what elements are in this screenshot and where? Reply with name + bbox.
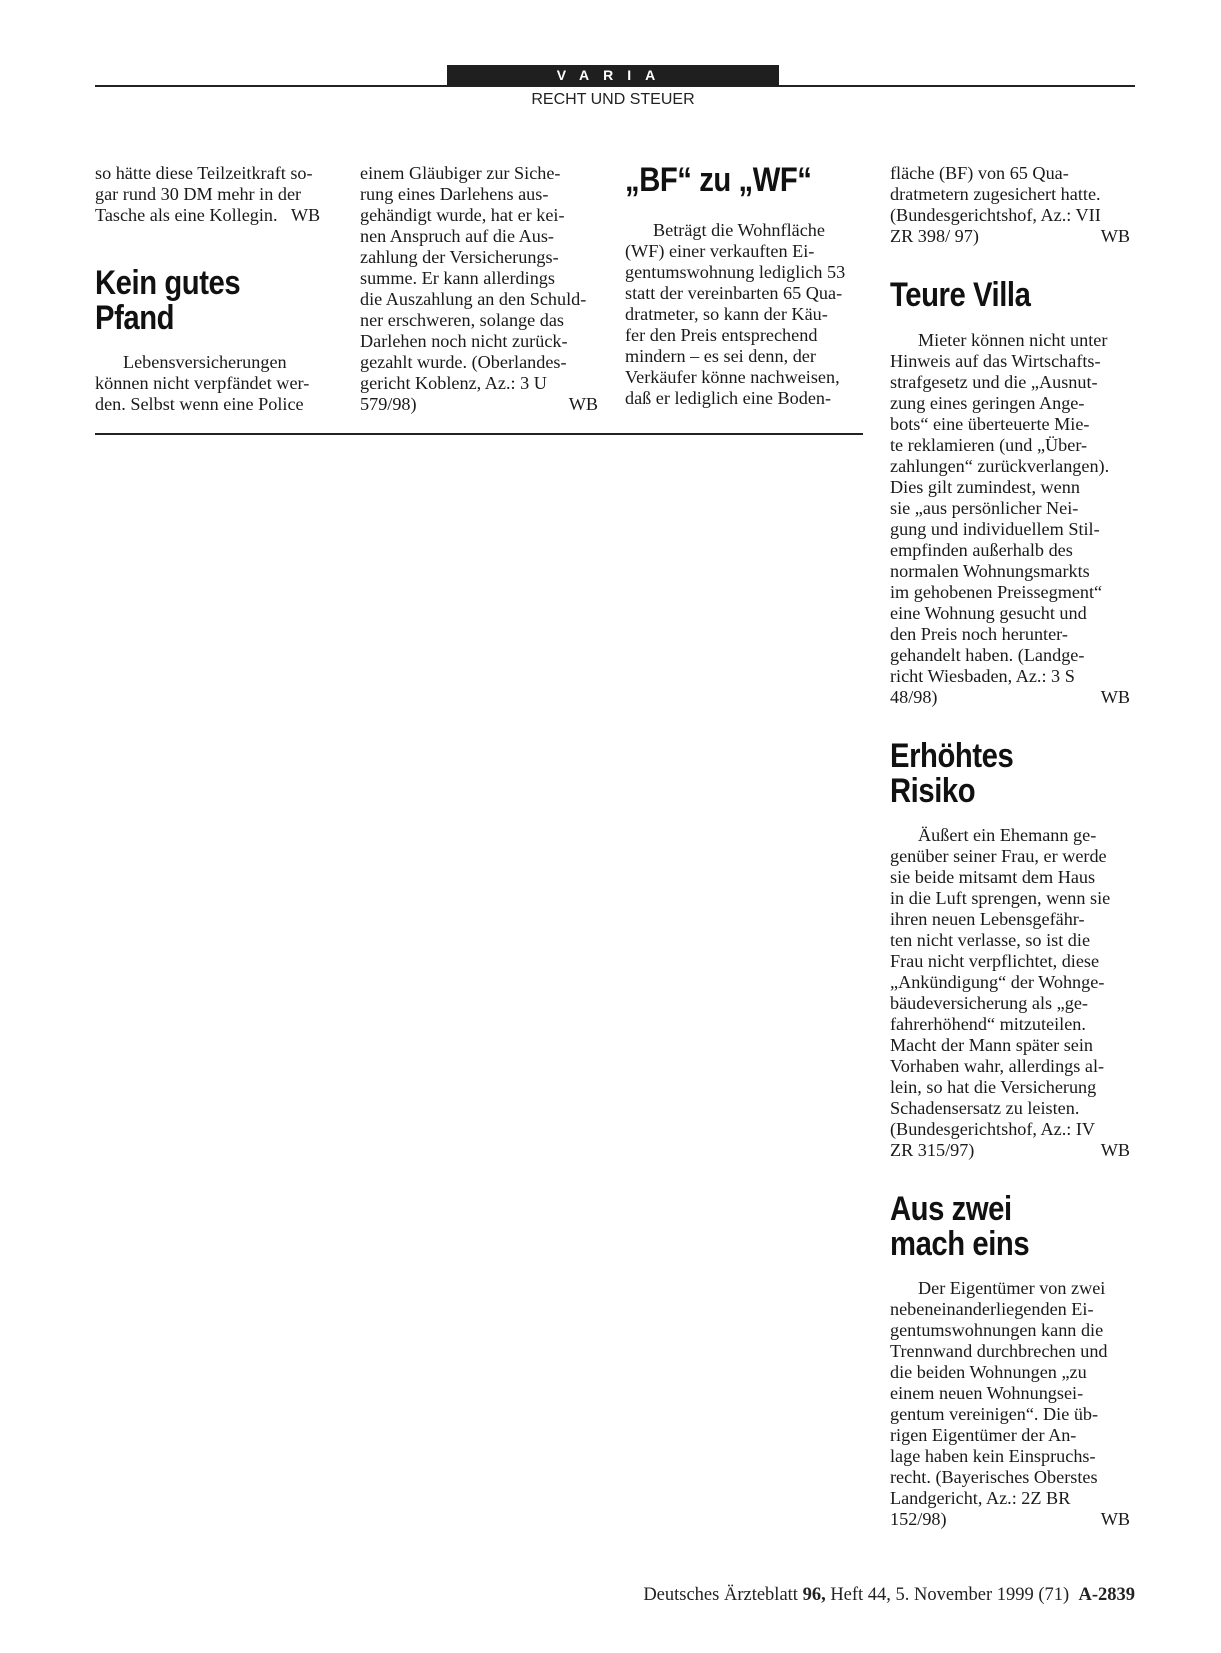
text-line: „Ankündigung“ der Wohnge- — [890, 972, 1105, 992]
text-line: zung eines geringen Ange- — [890, 393, 1085, 413]
text-line: genüber seiner Frau, er werde — [890, 846, 1107, 866]
text-line: Verkäufer könne nachweisen, — [625, 367, 840, 387]
text-line: lein, so hat die Versicherung — [890, 1077, 1097, 1097]
text-line: sie beide mitsamt dem Haus — [890, 867, 1096, 887]
headline-line: Kein gutes — [95, 264, 241, 302]
journal-name: Deutsches Ärzteblatt — [643, 1585, 798, 1605]
text-line: den. Selbst wenn eine Police — [95, 394, 304, 414]
text-line: statt der vereinbarten 65 Qua- — [625, 283, 843, 303]
text-line: normalen Wohnungsmarkts — [890, 561, 1090, 581]
text-line: Hinweis auf das Wirtschafts- — [890, 351, 1101, 371]
text-line: Macht der Mann später sein — [890, 1035, 1094, 1055]
text-line: te reklamieren (und „Über- — [890, 435, 1088, 455]
text-line: können nicht verpfändet wer- — [95, 373, 310, 393]
closing-line — [360, 394, 598, 415]
text-line: rigen Eigentümer der An- — [890, 1425, 1077, 1445]
text-line: den Preis noch herunter- — [890, 624, 1068, 644]
case-reference: 48/98) — [890, 687, 938, 707]
headline-kein-gutes-pfand — [95, 266, 333, 336]
text-line: Der Eigentümer von zwei — [918, 1278, 1106, 1298]
case-reference: 579/98) — [360, 394, 417, 414]
text-line: (WF) einer verkauften Ei- — [625, 241, 815, 261]
text-line: richt Wiesbaden, Az.: 3 S — [890, 666, 1075, 686]
headline-aus-zwei-mach-eins — [890, 1192, 1130, 1262]
column-4 — [890, 163, 1130, 1530]
text-line: in die Luft sprengen, wenn sie — [890, 888, 1111, 908]
text-line: fer den Preis entsprechend — [625, 325, 818, 345]
text-line: Schadensersatz zu leisten. — [890, 1098, 1080, 1118]
volume-number: 96, — [802, 1585, 826, 1605]
text-line: die beiden Wohnungen „zu — [890, 1362, 1087, 1382]
text-line: fahrerhöhend“ mitzuteilen. — [890, 1014, 1086, 1034]
text-line: Mieter können nicht unter — [918, 330, 1108, 350]
text-line: empfinden außerhalb des — [890, 540, 1073, 560]
text-line: summe. Er kann allerdings — [360, 268, 555, 288]
text-line: gezahlt wurde. (Oberlandes- — [360, 352, 567, 372]
headline-erhoehtes-risiko — [890, 739, 1130, 809]
text-line: Frau nicht verpflichtet, diese — [890, 951, 1100, 971]
text-line: Lebensversicherungen — [123, 352, 287, 372]
closing-line — [890, 687, 1130, 708]
text-line: gar rund 30 DM mehr in der — [95, 184, 302, 204]
headline-teure-villa: Teure Villa — [890, 276, 1031, 314]
text-line: gericht Koblenz, Az.: 3 U — [360, 373, 547, 393]
headline-line: mach eins — [890, 1225, 1030, 1263]
column-2 — [360, 163, 598, 415]
author-signature: WB — [568, 394, 598, 414]
text-line: gentum vereinigen“. Die üb- — [890, 1404, 1099, 1424]
text-line: (Bundesgerichtshof, Az.: VII — [890, 205, 1101, 225]
text-line: gehändigt wurde, hat er kei- — [360, 205, 565, 225]
headline-line: Aus zwei — [890, 1190, 1012, 1228]
author-signature: WB — [1100, 687, 1130, 707]
article-body — [625, 220, 863, 409]
text-line: einem neuen Wohnungsei- — [890, 1383, 1084, 1403]
text-line: gehandelt haben. (Landge- — [890, 645, 1085, 665]
text-line: Beträgt die Wohnfläche — [653, 220, 825, 240]
article-body — [95, 352, 333, 415]
text-line: Trennwand durchbrechen und — [890, 1341, 1108, 1361]
text-line: rung eines Darlehens aus- — [360, 184, 549, 204]
article-body — [890, 1278, 1130, 1530]
closing-line — [890, 1140, 1130, 1161]
headline-line: Erhöhtes — [890, 737, 1014, 775]
text-line: gentumswohnungen kann die — [890, 1320, 1104, 1340]
case-reference: ZR 315/97) — [890, 1140, 975, 1160]
case-reference: 152/98) — [890, 1509, 947, 1529]
text-line: einem Gläubiger zur Siche- — [360, 163, 561, 183]
text-line: nebeneinanderliegenden Ei- — [890, 1299, 1094, 1319]
text-line: dratmeter, so kann der Käu- — [625, 304, 828, 324]
text-line: mindern – es sei denn, der — [625, 346, 816, 366]
article-continuation — [890, 163, 1130, 247]
case-reference: ZR 398/ 97) — [890, 226, 979, 246]
text-line: Tasche als eine Kollegin. WB — [95, 205, 321, 225]
text-line: Dies gilt zumindest, wenn — [890, 477, 1080, 497]
text-line: ten nicht verlasse, so ist die — [890, 930, 1091, 950]
text-line: Vorhaben wahr, allerdings al- — [890, 1056, 1105, 1076]
closing-line — [890, 1509, 1130, 1530]
text-line: ner erschweren, solange das — [360, 310, 565, 330]
text-line: bots“ eine überteuerte Mie- — [890, 414, 1090, 434]
headline-line: Pfand — [95, 299, 175, 337]
text-line: ihren neuen Lebensgefähr- — [890, 909, 1085, 929]
text-line: fläche (BF) von 65 Qua- — [890, 163, 1069, 183]
headline-line: Risiko — [890, 772, 976, 810]
article-continuation — [95, 163, 333, 226]
headline-bf-zu-wf: „BF“ zu „WF“ — [625, 161, 812, 199]
author-signature: WB — [1100, 1140, 1130, 1160]
text-line: (Bundesgerichtshof, Az.: IV — [890, 1119, 1096, 1139]
text-line: Darlehen noch nicht zurück- — [360, 331, 568, 351]
text-line: dratmetern zugesichert hatte. — [890, 184, 1101, 204]
text-line: so hätte diese Teilzeitkraft so- — [95, 163, 313, 183]
issue-info: Heft 44, 5. November 1999 (71) — [830, 1585, 1070, 1605]
text-line: nen Anspruch auf die Aus- — [360, 226, 554, 246]
text-line: zahlung der Versicherungs- — [360, 247, 559, 267]
varia-banner: VARIA — [447, 65, 779, 86]
page-footer — [560, 1584, 1135, 1606]
text-line: daß er lediglich eine Boden- — [625, 388, 832, 408]
text-line: recht. (Bayerisches Oberstes — [890, 1467, 1098, 1487]
text-line: im gehobenen Preissegment“ — [890, 582, 1103, 602]
text-line: Äußert ein Ehemann ge- — [918, 825, 1097, 845]
column-divider-rule — [95, 433, 863, 435]
page-number: A-2839 — [1078, 1585, 1135, 1605]
author-signature: WB — [1100, 226, 1130, 246]
text-line: sie „aus persönlicher Nei- — [890, 498, 1079, 518]
text-line: strafgesetz und die „Ausnut- — [890, 372, 1098, 392]
text-line: die Auszahlung an den Schuld- — [360, 289, 587, 309]
column-1 — [95, 163, 333, 415]
column-3 — [625, 163, 863, 409]
text-line: zahlungen“ zurückverlangen). — [890, 456, 1110, 476]
text-line: lage haben kein Einspruchs- — [890, 1446, 1096, 1466]
text-line: bäudeversicherung als „ge- — [890, 993, 1088, 1013]
article-body — [890, 825, 1130, 1161]
text-line: Landgericht, Az.: 2Z BR — [890, 1488, 1071, 1508]
section-title: RECHT UND STEUER — [531, 91, 695, 108]
article-body — [890, 330, 1130, 708]
author-signature: WB — [1100, 1509, 1130, 1529]
text-line: gentumswohnung lediglich 53 — [625, 262, 846, 282]
text-line: gung und individuellem Stil- — [890, 519, 1100, 539]
closing-line — [890, 226, 1130, 247]
text-line: eine Wohnung gesucht und — [890, 603, 1087, 623]
